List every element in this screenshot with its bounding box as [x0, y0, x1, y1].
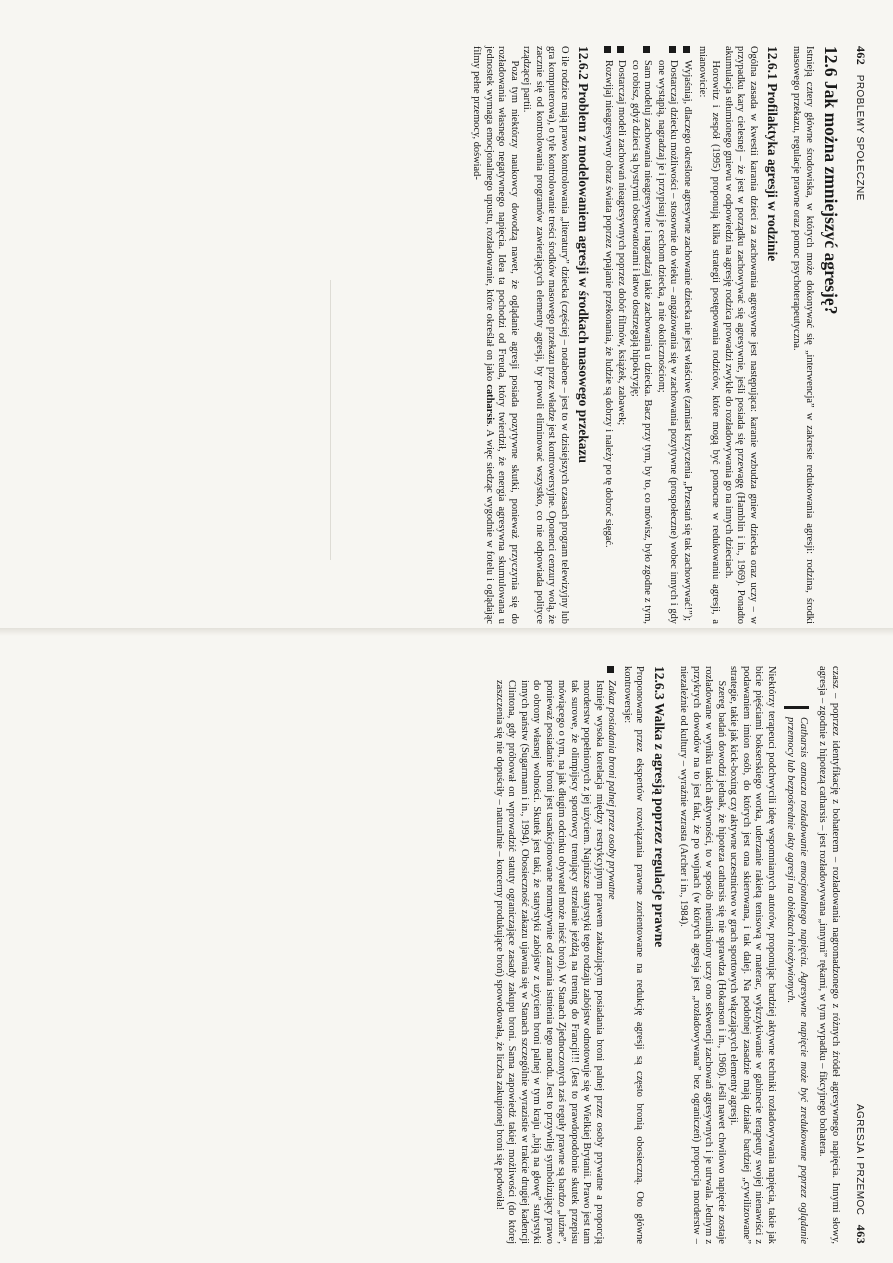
list-item-body: Istnieje wysoka korelacja między restrykcyjnym prawem zakazującym posiadania broni palnej przez osoby prywatne a proporcją morderstw popełnionych z jej użyciem. Najniższe statystyki tego rodzaju zabójstw odnotowuje się w Wielkiej Brytanii. Prawo jest tam tak surowe, że olimpijscy sportowcy trenujący strzelanie jeżdżą na trening do Francji!!! (Jest to prawdopodobnie skutek przepisu mówiącego o tym, na jak długim odcinku obywatel może nieść broń). W Stanach Zjednoczonych zaś reguły prawne są bardzo „luźne”, ponieważ posiadanie broni jest usankcjonowane normatywnie od zarania istnienia tego narodu. Jest to przywilej symbolizujący prawo do obrony własnej wolności. Skutek jest taki, że statystyki zabójstw z użyciem broni palnej w tym kraju „biją na głowę” statystyki innych państw (Sugarmann i in., 1994). Obosieczność zakazu ujawnia się w Stanach szczególnie wyrazistie w trakcie drugiej kadencji Clintona, gdy próbował on wprowadzić statuty ograniczające zasady zakupu broni. Sama zapowiedź takiej możliwości (do której zaszczenia się nie dopuściły – naturalnie – koncerny produkujące broń) spowodowała, że liczba zakupionej broni się podwoiła! [493, 680, 605, 1244]
definition-box: Catharsis oznacza rozładowanie emocjonalnego napięcia. Agresywne napięcie może być zredukowane poprzez oglądanie przemocy lub bezpośrednie akty agresji na obiektach nieożywionych. [784, 706, 809, 1244]
running-header-left [853, 46, 868, 624]
section-1-paragraph-1: Ogólna zasada w kwestii karania dzieci za zachowania agresywne jest następująca: karanie wzbudza gniew dziecka oraz uczy – w przypadku kary cielesnej – że jest w porządku zachowywać się agresywnie, jeśli posiada się przewagę (Hamblin i in., 1969). Ponadto akumulacja stłumionego gniewu w odpowiedzi na agresję rodzica prowadzi zwykle do rozładowywania go na innych dzieciach. [722, 46, 759, 624]
page-463 [18, 660, 868, 1250]
therapy-paragraph: Niektórzy terapeuci podchwycili ideę wspomnianych autorów, proponując bardziej aktywne techniki rozładowywania napięcia, takie jak bicie pięściami bokserskiego worka, uderzanie rakietą tenisową w materac, wykrzykiwanie w gabinecie terapeuty swojej nienawiści z podawaniem imion osób, do których jest ona skierowana, i tak dalej. Na podobnej zasadzie mają działać bardziej „cywilizowane” strategie, takie jak kick-boxing czy aktywne uczestnictwo w grach sportowych włączających elementy agresji. [728, 666, 777, 1244]
legal-list [492, 666, 617, 1244]
continued-paragraph: czasz – poprzez identyfikację z bohaterem – rozładowania nagromadzonego z różnych źródeł agresywnego napięcia. Innymi słowy, agresja – zgodnie z hipotezą catharsis – jest rozładowywana „innymi” rękami, w tym wypadku – fikcyjnego bohatera. [817, 666, 841, 1244]
catharsis-term: catharsis [483, 384, 495, 425]
running-head-left: PROBLEMY SPOŁECZNE [854, 74, 865, 201]
section-2-paragraph-2: Poza tym niektórzy naukowcy dowodzą nawet, że oglądanie agresji posiada pozytywne skutki, ponieważ przyczynia się do rozładowania własnego negatywnego napięcia. Idea ta pochodzi od Freuda, który twierdził, że energia agresywna skumulowana u jednostek wymaga emocjonalnego upustu, rozładowanie, które określał on jako catharsis. A więc siedząc wygodnie w fotelu i oglądając filmy pełne przemocy, doświad- [471, 46, 520, 624]
list-item: Dostarczaj modeli zachowań nieagresywnych poprzez dobór filmów, książek, zabawek; [615, 46, 628, 624]
page-number-left: 462 [854, 46, 868, 66]
chapter-title: 12.6 Jak można zmniejszyć agresję? [820, 46, 841, 315]
section-3-heading: 12.6.3 Walka z agresją poprzez regulacje prawne [651, 666, 667, 948]
list-item-title: Zakaz posiadania broni palnej przez osoby prywatne [606, 680, 618, 900]
section-1-heading: 12.6.1 Profilaktyka agresji w rodzinie [764, 46, 780, 262]
strategy-list [601, 46, 693, 624]
section-3-paragraph-1: Proponowane przez ekspertów rozwiązania prawne zorientowane na redukcję agresji są często bronią obosieczną. Oto główne kontrowersje: [621, 666, 646, 1244]
running-head-right: AGRESJA I PRZEMOC [854, 1103, 865, 1216]
page-462 [18, 40, 868, 630]
research-paragraph: Szereg badań dowodzi jednak, że hipoteza catharsis się nie sprawdza (Hokanson i in., 1966). Jeśli nawet chwilowo napięcie zostaje rozładowane w wyniku takich aktywności, to w sposób nieunikniony uczy ono sekwencji zachowań agresywnych i je utrwala. Jednym z przykrych dowodów na to jest fakt, że po wojnach (w których agresja jest „rozładowywana” bez ograniczeń) proporcja morderstw – niezależnie od kultury – wyraźnie wzrasta (Archer i in., 1984). [678, 666, 727, 1244]
list-item: Wyjaśniaj, dlaczego określone agresywne zachowanie dziecka nie jest właściwe (zamiast krzyczenia „Przestań się tak zachowywać!”); [680, 46, 693, 624]
running-header-right [853, 666, 868, 1244]
intro-paragraph: Istnieją cztery główne środowiska, w których może dokonywać się „interwencja” w zakresie redukowania agresji: rodzina, środki masowego przekazu, regulacje prawne oraz pomoc psychoterapeutyczna. [791, 46, 815, 624]
list-item: Dostarczaj dziecku możliwości – stosownie do wieku – angażowania się w zachowania pozytywne (prospołeczne) wobec innych i gdy one wystąpią, nagradzaj je i przypisuj je cechom dziecka, a nie okolicznościom; [654, 46, 679, 624]
section-2-paragraph-1: O ile rodzice mają prawo kontrolowania „literatury” dziecka (częściej – notabene – jest to w dzisiejszych czasach program telewizyjny lub gra komputerowa), o tyle kontrolowanie treści środków masowego przekazu przez władze jest kontrowersyjne. Oponenci cenzury wolą, że zacznie się od kontrolowania programów zawierających elementy agresji, by powoli eliminować wszystko, co nie odpowiada polityce rządzącej partii. [521, 46, 571, 624]
page-number-right: 463 [854, 1224, 868, 1244]
list-item: Rozwijaj nieagresywny obraz świata poprzez wpajanie przekonania, że ludzie są dobrzy i należy po tę dobroć sięgać. [601, 46, 614, 624]
list-item: Sam modeluj zachowania nieagresywne i nagradzaj takie zachowania u dziecka. Bacz przy tym, by to, co mówisz, było zgodne z tym, co robisz, gdyż dzieci są bystrymi obserwatorami i łatwo dostrzegają hipokryzję; [628, 46, 653, 624]
section-1-paragraph-2: Horowitz i zespół (1995) proponują kilka strategii postępowania rodziców, które mogą być pomocne w redukowaniu agresji, a mianowicie: [697, 46, 721, 624]
section-2-heading: 12.6.2 Problem z modelowaniem agresji w środkach masowego przekazu [576, 46, 592, 463]
list-item [492, 666, 617, 1244]
